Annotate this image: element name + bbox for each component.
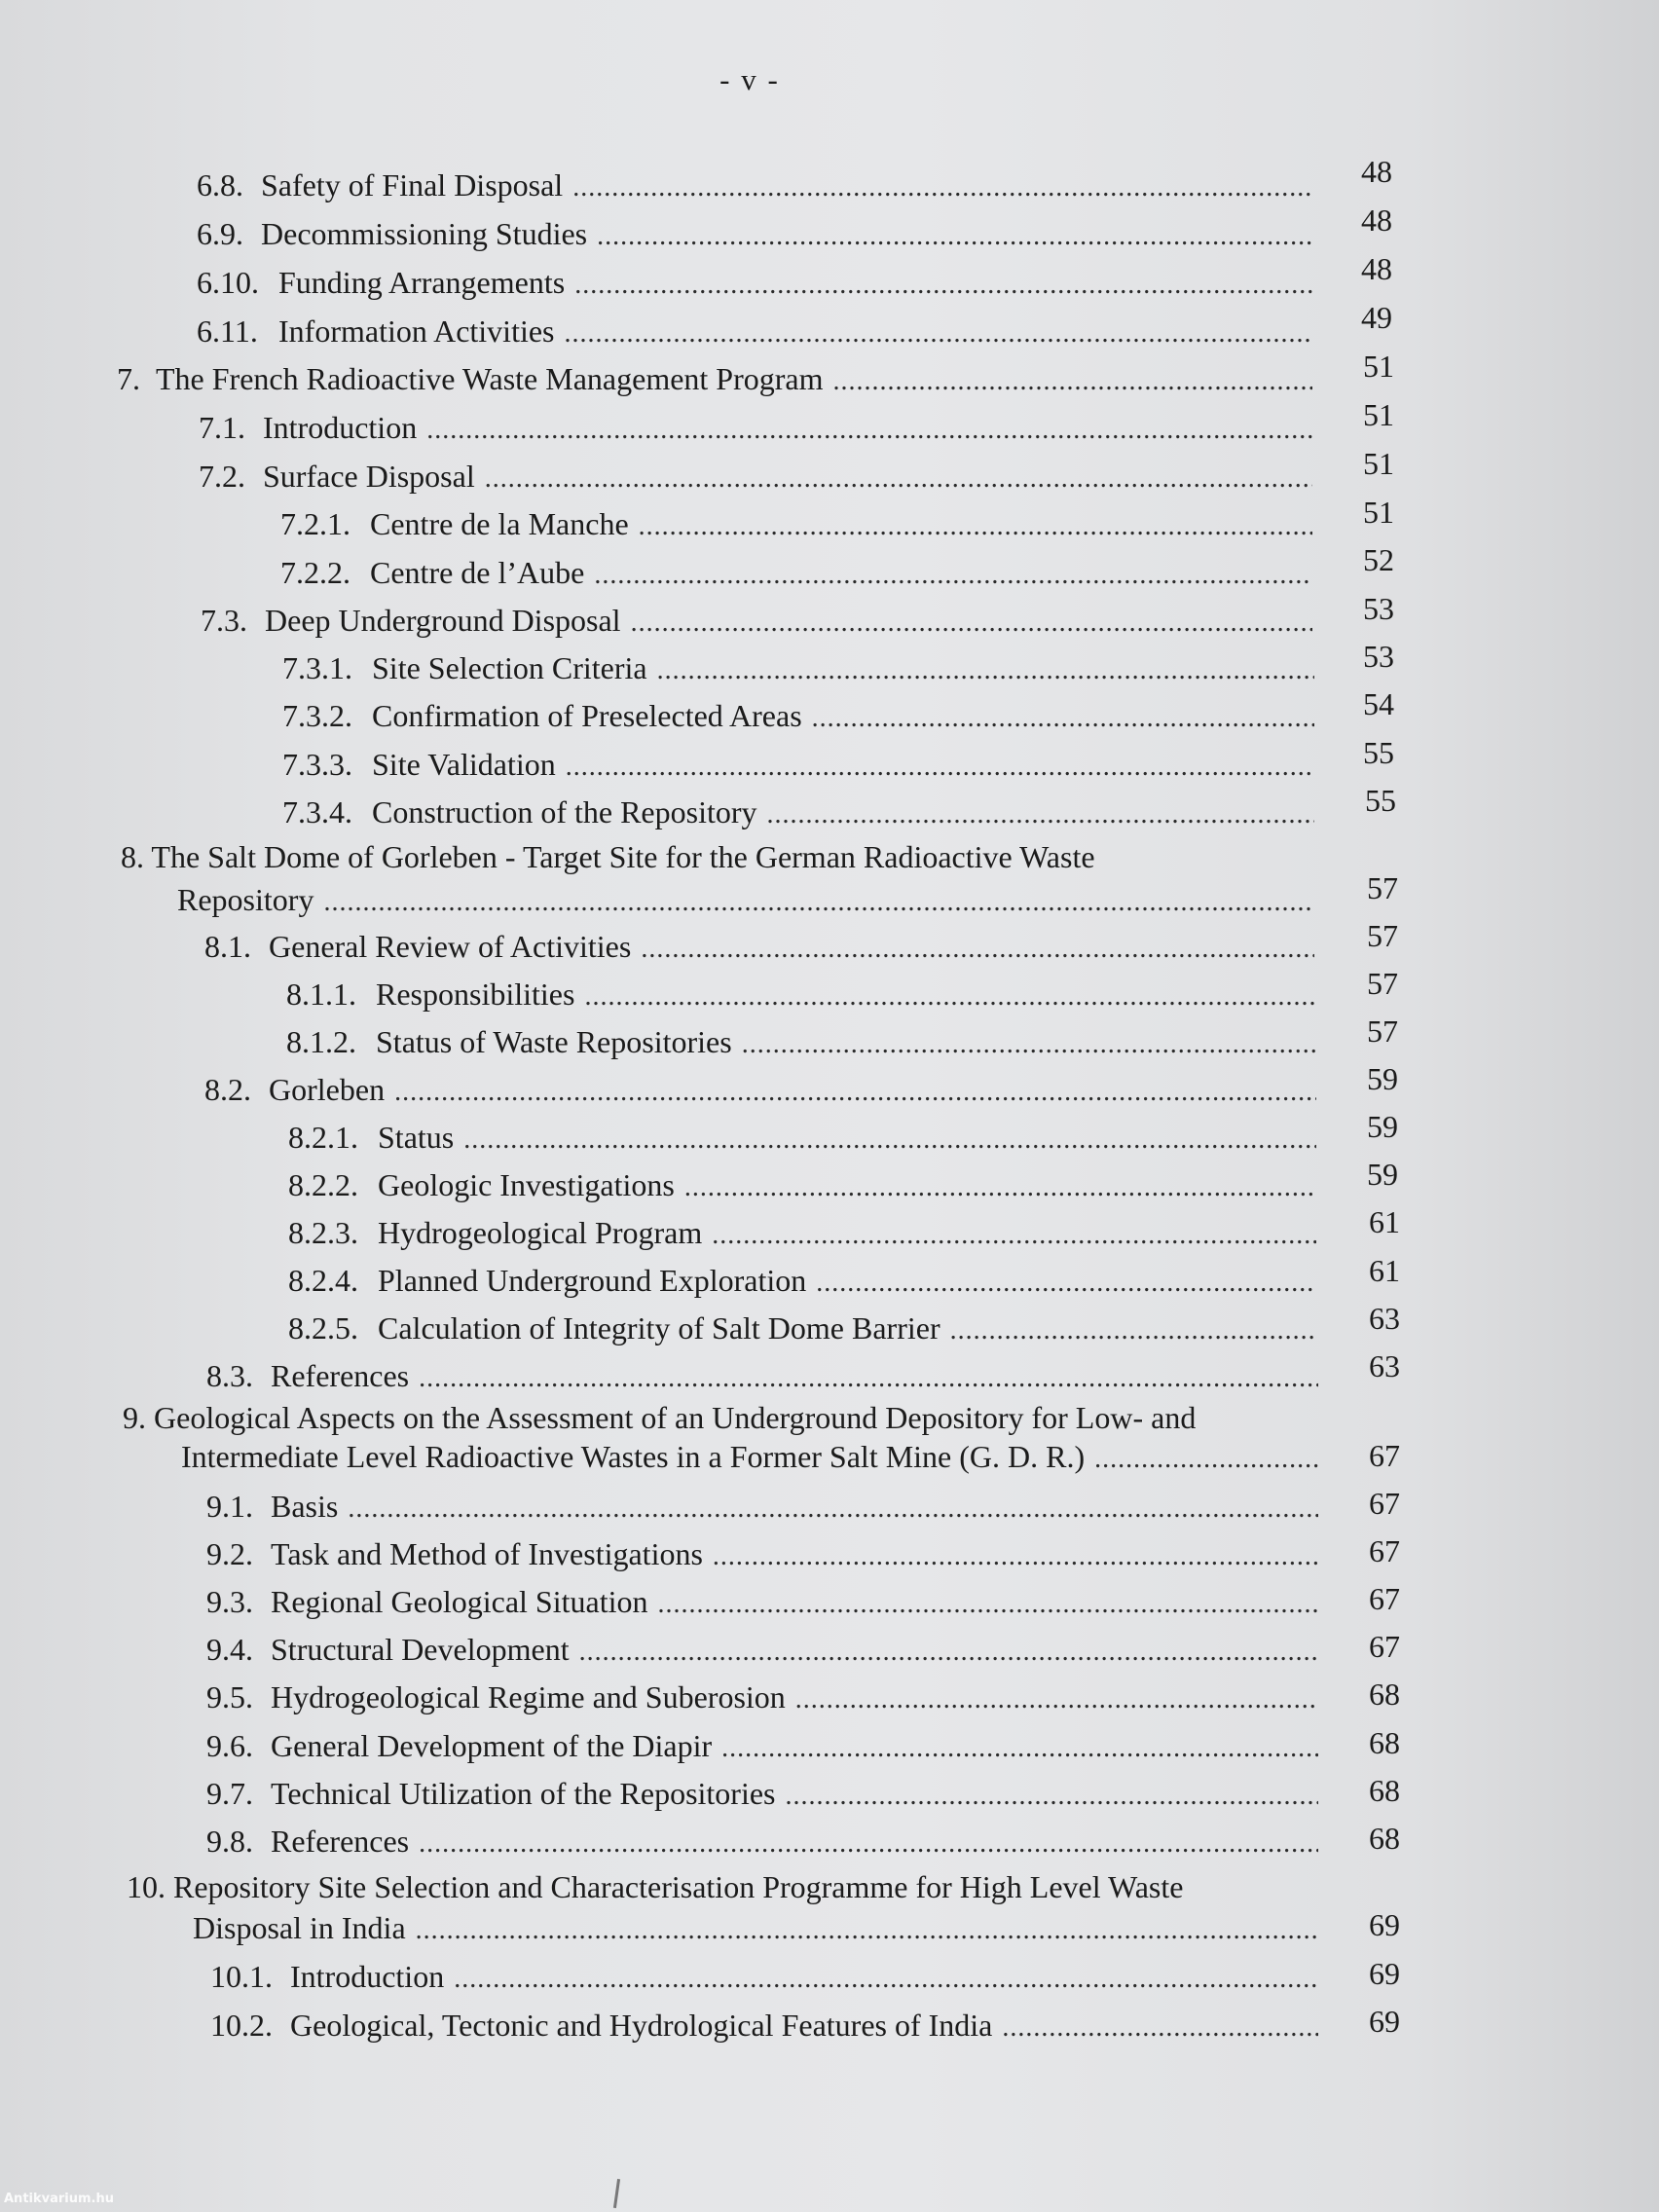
entry-title: Safety of Final Disposal: [261, 167, 564, 203]
entry-title: Introduction: [263, 410, 418, 445]
entry-page: 68: [1369, 1821, 1400, 1856]
toc-entry: [206, 1584, 1318, 1620]
toc-entry: [286, 977, 1316, 1013]
entry-number: 9.2.: [206, 1536, 253, 1571]
dot-leader: [786, 1781, 1319, 1812]
entry-title: Hydrogeological Program: [378, 1215, 703, 1250]
pen-mark: [613, 2179, 620, 2208]
dot-leader: [812, 703, 1314, 734]
entry-number: 8.2.5.: [288, 1310, 358, 1346]
entry-number: 7.3.1.: [282, 650, 352, 685]
toc-entry: [199, 459, 1312, 495]
entry-page: 69: [1369, 1907, 1400, 1942]
entry-page: 69: [1369, 2004, 1400, 2039]
dot-leader: [641, 934, 1314, 965]
toc-entry-heading: [123, 1400, 1196, 1436]
toc-entry-heading: [127, 1869, 1183, 1905]
entry-number: 9.7.: [206, 1776, 253, 1811]
dot-leader: [712, 1220, 1316, 1251]
dot-leader: [574, 270, 1312, 301]
entry-number: 10.: [127, 1869, 166, 1904]
entry-title: General Review of Activities: [269, 929, 632, 964]
dot-leader: [950, 1315, 1316, 1346]
toc-entry: [286, 1024, 1316, 1060]
dot-leader: [348, 1493, 1318, 1525]
entry-number: 8.1.: [204, 929, 251, 964]
entry-page: 57: [1367, 966, 1398, 1001]
entry-number: 9.1.: [206, 1489, 253, 1524]
entry-page: 48: [1361, 203, 1392, 238]
entry-title: Planned Underground Exploration: [378, 1263, 807, 1298]
entry-number: 6.11.: [197, 313, 258, 349]
entry-number: 10.1.: [210, 1959, 273, 1994]
toc-entry: [197, 265, 1312, 301]
watermark: Antikvarium.hu: [4, 2192, 114, 2206]
toc-entry: [181, 1439, 1318, 1475]
entry-title: References: [271, 1824, 410, 1859]
dot-leader: [597, 221, 1312, 252]
entry-title: Status of Waste Repositories: [376, 1024, 732, 1059]
entry-title: Hydrogeological Regime and Suberosion: [271, 1679, 786, 1714]
entry-title: Surface Disposal: [263, 459, 475, 494]
entry-number: 9.6.: [206, 1728, 253, 1763]
toc-entry: [210, 2008, 1318, 2044]
toc-entry: [204, 1072, 1316, 1108]
dot-leader: [1002, 2012, 1318, 2044]
page-number: - v -: [719, 62, 780, 96]
entry-number: 9.4.: [206, 1632, 253, 1667]
entry-page: 59: [1367, 1109, 1398, 1144]
entry-page: 63: [1369, 1348, 1400, 1383]
entry-title: References: [271, 1358, 410, 1393]
entry-title: Status: [378, 1120, 455, 1155]
entry-title: Confirmation of Preselected Areas: [372, 698, 802, 733]
entry-number: 7.3.: [201, 603, 247, 638]
entry-title: Structural Development: [271, 1632, 570, 1667]
entry-page: 51: [1363, 446, 1394, 481]
entry-page: 69: [1369, 1956, 1400, 1991]
entry-number: 7.2.: [199, 459, 245, 494]
entry-title: Repository Site Selection and Characterisation Programme for High Level Waste: [173, 1869, 1184, 1904]
entry-number: 8.2.: [204, 1072, 251, 1107]
toc-entry: [210, 1959, 1318, 1995]
dot-leader: [833, 366, 1313, 397]
entry-title: Construction of the Repository: [372, 794, 757, 830]
toc-entry: [282, 747, 1314, 783]
entry-page: 67: [1369, 1581, 1400, 1616]
toc-entry: [201, 603, 1312, 639]
toc-entry: [288, 1120, 1316, 1156]
entry-title: Introduction: [290, 1959, 445, 1994]
entry-number: 9.8.: [206, 1824, 253, 1859]
dot-leader: [416, 1915, 1318, 1946]
toc-entry: [193, 1910, 1318, 1946]
dot-leader: [426, 415, 1312, 446]
toc-entry: [206, 1728, 1318, 1764]
dot-leader: [394, 1077, 1316, 1108]
dot-leader: [584, 981, 1316, 1013]
entry-title: Deep Underground Disposal: [265, 603, 621, 638]
entry-title: The French Radioactive Waste Management Program: [156, 361, 824, 396]
dot-leader: [572, 172, 1312, 203]
entry-number: 7.3.3.: [282, 747, 352, 782]
entry-page: 51: [1363, 349, 1394, 384]
entry-page: 51: [1363, 397, 1394, 432]
toc-entry: [206, 1824, 1318, 1860]
entry-number: 7.3.4.: [282, 794, 352, 830]
entry-page: 55: [1363, 735, 1394, 770]
entry-page: 57: [1367, 870, 1398, 905]
entry-title-continued: Intermediate Level Radioactive Wastes in a Former Salt Mine (G. D. R.): [181, 1439, 1086, 1474]
entry-page: 67: [1369, 1486, 1400, 1521]
toc-entry: [206, 1489, 1318, 1525]
entry-title: Funding Arrangements: [278, 265, 566, 300]
toc-entry: [282, 650, 1314, 686]
entry-number: 6.9.: [197, 216, 243, 251]
entry-title: Basis: [271, 1489, 339, 1524]
entry-title: Site Validation: [372, 747, 556, 782]
dot-leader: [463, 1124, 1316, 1156]
entry-number: 9.: [123, 1400, 146, 1435]
entry-number: 8.3.: [206, 1358, 253, 1393]
dot-leader: [721, 1733, 1318, 1764]
entry-page: 63: [1369, 1301, 1400, 1336]
dot-leader: [323, 887, 1314, 918]
entry-page: 52: [1363, 542, 1394, 577]
entry-number: 9.5.: [206, 1679, 253, 1714]
toc-entry: [197, 167, 1312, 203]
entry-number: 7.3.2.: [282, 698, 352, 733]
toc-entry: [282, 698, 1314, 734]
toc-entry: [206, 1776, 1318, 1812]
entry-number: 9.3.: [206, 1584, 253, 1619]
entry-page: 67: [1369, 1438, 1400, 1473]
entry-title: Site Selection Criteria: [372, 650, 647, 685]
entry-title: Centre de l’Aube: [370, 555, 585, 590]
entry-page: 68: [1369, 1677, 1400, 1712]
toc-entry-heading: [121, 839, 1095, 875]
entry-number: 7.2.1.: [280, 506, 350, 541]
dot-leader: [419, 1363, 1318, 1394]
entry-title: Calculation of Integrity of Salt Dome Barrier: [378, 1310, 940, 1346]
dot-leader: [742, 1029, 1316, 1060]
entry-page: 68: [1369, 1773, 1400, 1808]
entry-number: 10.2.: [210, 2008, 273, 2043]
dot-leader: [639, 511, 1312, 542]
entry-number: 8.1.1.: [286, 977, 356, 1012]
entry-title: Gorleben: [269, 1072, 386, 1107]
dot-leader: [1094, 1444, 1318, 1475]
toc-entry: [282, 794, 1314, 830]
entry-title: Geological, Tectonic and Hydrological Features of India: [290, 2008, 993, 2043]
entry-number: 7.: [117, 361, 140, 396]
toc-entry: [288, 1167, 1316, 1203]
entry-page: 67: [1369, 1629, 1400, 1664]
entry-page: 53: [1363, 639, 1394, 674]
toc-entry: [204, 929, 1314, 965]
entry-number: 8.2.4.: [288, 1263, 358, 1298]
entry-page: 54: [1363, 686, 1394, 721]
toc-entry: [206, 1536, 1318, 1572]
toc-entry: [177, 882, 1314, 918]
toc-entry: [117, 361, 1312, 397]
entry-title: Decommissioning Studies: [261, 216, 588, 251]
dot-leader: [713, 1541, 1318, 1572]
toc-entry: [199, 410, 1312, 446]
toc-entry: [280, 555, 1312, 591]
toc-entry: [206, 1358, 1318, 1394]
entry-number: 7.2.2.: [280, 555, 350, 590]
toc-entry: [197, 216, 1312, 252]
entry-page: 55: [1365, 783, 1396, 818]
toc-entry: [288, 1310, 1316, 1346]
entry-title: The Salt Dome of Gorleben - Target Site for the German Radioactive Waste: [151, 839, 1095, 874]
toc-entry: [206, 1679, 1318, 1715]
entry-number: 8.2.2.: [288, 1167, 358, 1202]
entry-number: 8.: [121, 839, 144, 874]
entry-page: 61: [1369, 1253, 1400, 1288]
entry-title-continued: Repository: [177, 882, 314, 917]
entry-number: 8.1.2.: [286, 1024, 356, 1059]
toc-entry: [206, 1632, 1318, 1668]
entry-page: 48: [1361, 251, 1392, 286]
entry-title: General Development of the Diapir: [271, 1728, 713, 1763]
entry-page: 49: [1361, 300, 1392, 335]
entry-title: Responsibilities: [376, 977, 575, 1012]
dot-leader: [816, 1268, 1316, 1299]
entry-title-continued: Disposal in India: [193, 1910, 406, 1945]
entry-page: 59: [1367, 1157, 1398, 1192]
entry-number: 7.1.: [199, 410, 245, 445]
dot-leader: [631, 608, 1312, 639]
dot-leader: [485, 463, 1312, 495]
entry-page: 53: [1363, 591, 1394, 626]
dot-leader: [684, 1172, 1316, 1203]
dot-leader: [579, 1637, 1318, 1668]
toc-entry: [288, 1263, 1316, 1299]
dot-leader: [767, 799, 1314, 830]
entry-title: Geologic Investigations: [378, 1167, 675, 1202]
dot-leader: [657, 1589, 1318, 1620]
toc-entry: [288, 1215, 1316, 1251]
dot-leader: [454, 1964, 1318, 1995]
entry-title: Regional Geological Situation: [271, 1584, 648, 1619]
entry-title: Centre de la Manche: [370, 506, 629, 541]
entry-title: Task and Method of Investigations: [271, 1536, 703, 1571]
entry-page: 48: [1361, 154, 1392, 189]
entry-number: 8.2.1.: [288, 1120, 358, 1155]
dot-leader: [657, 655, 1314, 686]
entry-page: 57: [1367, 1014, 1398, 1049]
dot-leader: [594, 560, 1312, 591]
toc-entry: [197, 313, 1312, 350]
toc-entry: [280, 506, 1312, 542]
entry-title: Technical Utilization of the Repositories: [271, 1776, 776, 1811]
entry-page: 59: [1367, 1061, 1398, 1096]
entry-number: 6.10.: [197, 265, 259, 300]
entry-page: 57: [1367, 918, 1398, 953]
dot-leader: [565, 318, 1313, 350]
entry-page: 61: [1369, 1204, 1400, 1239]
entry-title: Geological Aspects on the Assessment of an Underground Depository for Low- and: [154, 1400, 1197, 1435]
entry-page: 67: [1369, 1533, 1400, 1568]
dot-leader: [419, 1828, 1318, 1860]
dot-leader: [566, 752, 1314, 783]
entry-number: 8.2.3.: [288, 1215, 358, 1250]
entry-page: 68: [1369, 1725, 1400, 1760]
entry-page: 51: [1363, 495, 1394, 530]
dot-leader: [795, 1684, 1318, 1715]
entry-title: Information Activities: [278, 313, 555, 349]
entry-number: 6.8.: [197, 167, 243, 203]
